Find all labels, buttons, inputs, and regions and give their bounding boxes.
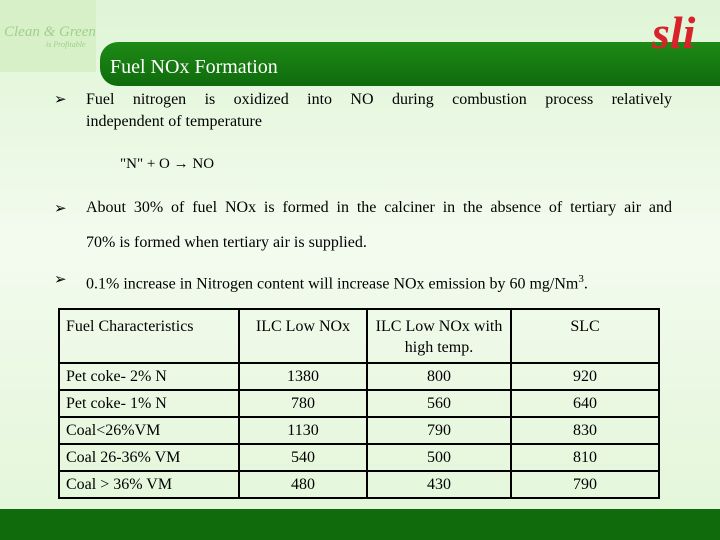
arrow-bullet-icon: ➢ xyxy=(54,90,67,108)
cell-ilc: 780 xyxy=(239,390,367,417)
bullet-3 xyxy=(86,268,588,295)
cell-ilc-high-temp: 500 xyxy=(367,444,511,471)
clean-green-logo xyxy=(0,0,96,72)
header-fuel-characteristics: Fuel Characteristics xyxy=(59,309,239,363)
bullet-1-line-2: independent of temperature xyxy=(86,113,262,130)
logo-text-line2: is Profitable xyxy=(46,40,86,49)
header-ilc-low-nox-high-temp: ILC Low NOx with high temp. xyxy=(367,309,511,363)
cell-slc: 790 xyxy=(511,471,659,498)
bullet-1-line-1: Fuel nitrogen is oxidized into NO during combustion process relatively xyxy=(86,91,672,108)
table-row xyxy=(59,390,659,417)
cell-ilc-high-temp: 430 xyxy=(367,471,511,498)
bullet-2-line-1: About 30% of fuel NOx is formed in the calciner in the absence of tertiary air and xyxy=(86,199,672,216)
cell-fuel: Coal > 36% VM xyxy=(59,471,239,498)
sli-logo xyxy=(650,4,710,56)
cell-ilc-high-temp: 560 xyxy=(367,390,511,417)
table-row xyxy=(59,417,659,444)
table-row xyxy=(59,471,659,498)
table-header-row xyxy=(59,309,659,363)
cell-slc: 810 xyxy=(511,444,659,471)
slide-title: Fuel NOx Formation xyxy=(110,56,278,78)
arrow-bullet-icon: ➢ xyxy=(54,270,67,288)
table-row xyxy=(59,363,659,390)
footer-bar xyxy=(0,509,720,540)
header-ilc-low-nox: ILC Low NOx xyxy=(239,309,367,363)
cell-ilc: 1130 xyxy=(239,417,367,444)
reaction-equation: "N" + O → NO xyxy=(120,156,215,172)
cell-fuel: Pet coke- 2% N xyxy=(59,363,239,390)
cell-fuel: Coal<26%VM xyxy=(59,417,239,444)
header-slc: SLC xyxy=(511,309,659,363)
cell-slc: 640 xyxy=(511,390,659,417)
cell-ilc: 540 xyxy=(239,444,367,471)
cell-ilc-high-temp: 800 xyxy=(367,363,511,390)
bullet-3-tail: . xyxy=(583,275,588,293)
cell-fuel: Coal 26-36% VM xyxy=(59,444,239,471)
bullet-2-line-2: 70% is formed when tertiary air is supplied. xyxy=(86,234,367,251)
fuel-nox-table xyxy=(58,308,660,499)
cell-slc: 920 xyxy=(511,363,659,390)
cell-ilc: 480 xyxy=(239,471,367,498)
logo-text-line1: Clean & Green xyxy=(4,24,96,40)
arrow-bullet-icon: ➢ xyxy=(54,199,67,217)
cell-fuel: Pet coke- 1% N xyxy=(59,390,239,417)
sli-logo-text: sli xyxy=(652,7,696,56)
bullet-3-text: 0.1% increase in Nitrogen content will increase NOx emission by 60 mg/Nm xyxy=(86,275,579,293)
cell-ilc: 1380 xyxy=(239,363,367,390)
table-row xyxy=(59,444,659,471)
cell-slc: 830 xyxy=(511,417,659,444)
cell-ilc-high-temp: 790 xyxy=(367,417,511,444)
bullet-3-superscript: 3 xyxy=(578,273,584,285)
